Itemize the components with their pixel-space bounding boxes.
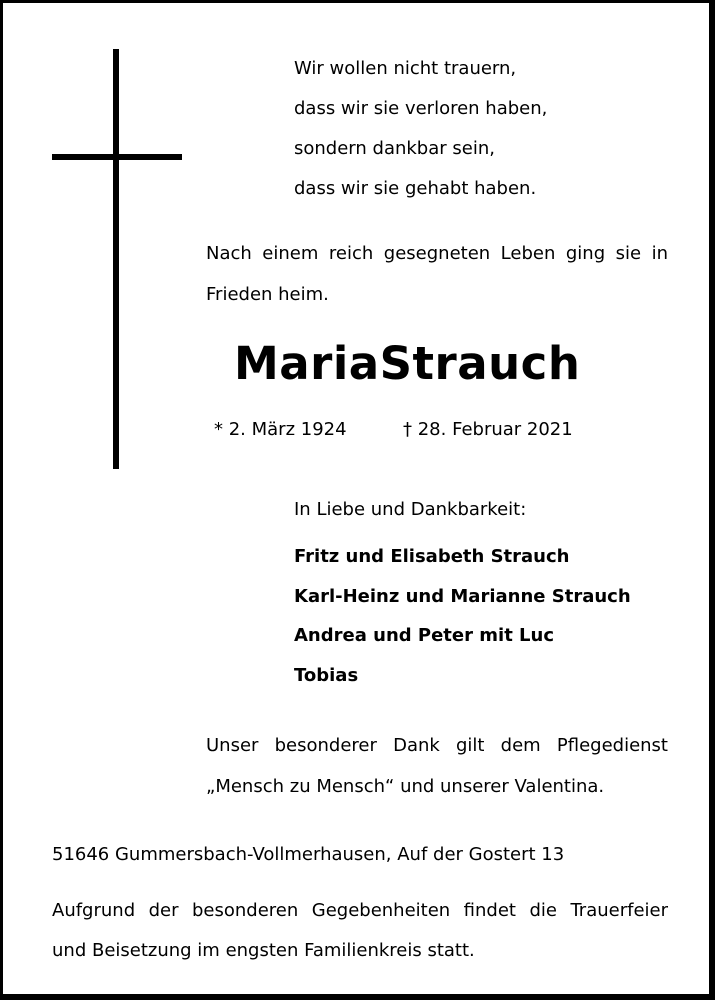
care-thanks	[206, 725, 668, 807]
ceremony-line: Aufgrund der besonderen Gegebenheiten findet die Trauerfeier	[52, 900, 668, 921]
poem-line: Wir wollen nicht trauern,	[294, 58, 517, 79]
cross-icon-vertical-bar	[113, 49, 119, 469]
poem-line: dass wir sie verloren haben,	[294, 98, 548, 119]
intro-text: Nach einem reich gesegneten Leben ging sie in Frieden heim.	[206, 243, 668, 305]
death-date: † 28. Februar 2021	[403, 419, 573, 440]
mourner-entry: Andrea und Peter mit Luc	[294, 625, 555, 646]
mourner-entry: Fritz und Elisabeth Strauch	[294, 546, 570, 567]
poem-line: sondern dankbar sein,	[294, 138, 495, 159]
ceremony-notice	[52, 891, 668, 971]
deceased-name: MariaStrauch	[234, 337, 581, 390]
poem-line: dass wir sie gehabt haben.	[294, 178, 537, 199]
care-thanks-line: Unser besonderer Dank gilt dem Pflegedienst	[206, 735, 668, 756]
care-thanks-line: „Mensch zu Mensch“ und unserer Valentina.	[206, 776, 605, 797]
mourner-entry: Tobias	[294, 664, 359, 686]
address: 51646 Gummersbach-Vollmerhausen, Auf der Gostert 13	[52, 844, 565, 865]
thanks-label: In Liebe und Dankbarkeit:	[294, 499, 527, 520]
mourners-list	[294, 537, 631, 695]
ceremony-line: und Beisetzung im engsten Familienkreis statt.	[52, 940, 475, 961]
mourner-entry: Karl-Heinz und Marianne Strauch	[294, 585, 631, 607]
cross-icon-horizontal-bar	[52, 154, 182, 160]
poem	[294, 49, 547, 209]
birth-date: * 2. März 1924	[214, 419, 347, 440]
